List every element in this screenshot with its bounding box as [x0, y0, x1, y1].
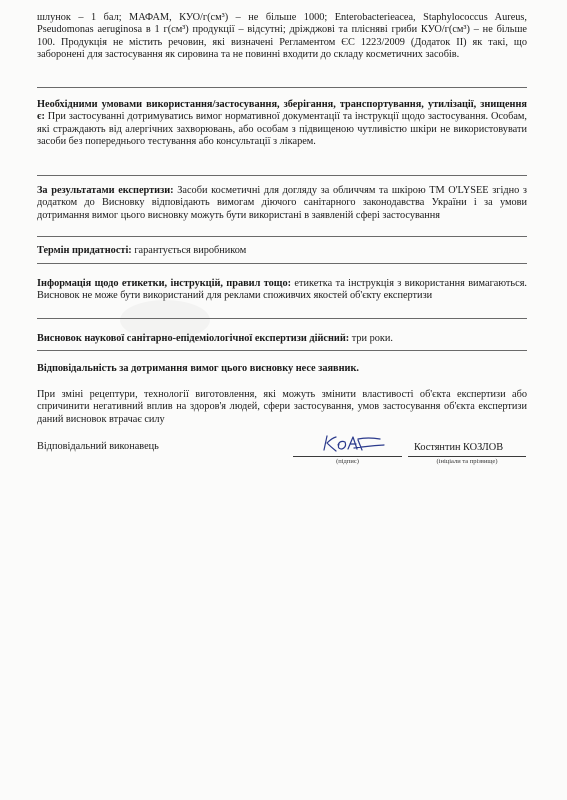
section-rule	[37, 87, 527, 88]
paragraph-text: три роки.	[349, 333, 394, 344]
name-line	[408, 456, 526, 457]
section-rule	[37, 318, 527, 319]
paragraph-usage-conditions	[37, 99, 527, 149]
signature-line	[293, 456, 402, 457]
paragraph-responsibility	[37, 363, 527, 375]
paragraph-expertise-results	[37, 185, 527, 222]
paragraph-validity-loss	[37, 389, 527, 426]
section-rule	[37, 175, 527, 176]
name-caption: (ініціали та прізвище)	[436, 458, 498, 465]
handwritten-signature	[318, 432, 390, 456]
section-rule	[37, 236, 527, 237]
paragraph-text: гарантується виробником	[131, 245, 247, 256]
signature-caption: (підпис)	[336, 458, 359, 465]
paragraph-text: етикетка та інструкція з використання вимагаються. Висновок не може бути використаний для реклами споживчих якостей об'єкту експертизи	[37, 278, 528, 302]
paragraph-text: При зміні рецептури, технології виготовлення, які можуть змінити властивості об'єкта експертизи або спричинити негативний вплив на здоров'я людей, сфери застосування, умов застосування об'єкта експертизи даний висновок втрачає силу	[37, 389, 527, 425]
signatory-role: Відповідальний виконавець	[37, 441, 159, 452]
paragraph-label: За результатами експертизи:	[37, 185, 174, 196]
paragraph-text: шлунок – 1 бал; МАФАМ, КУО/г(см³) – не більше 1000; Enterobacterieacea, Staphylococcus Aureus, Pseudomonas aeruginosa в 1 г(см³) продукції – відсутні; дріжджові та плісняві гриби КУО/г(см³) – не більше 100. Продукція не містить речовин, які визначені Регламентом ЄС 1223/2009 (Додаток II) як такі, що заборонені для застосування як сировина та не повинні входити до складу косметичних засобів.	[37, 12, 527, 61]
paragraph-text: Засоби косметичні для догляду за обличчям та шкірою ТМ O'LYSEE згідно з додатком до Висновку відповідають вимогам діючого санітарного законодавства України і за умови дотримання вимог цього висновку можуть бути використані в заявленій сфері застосування	[37, 185, 527, 221]
section-rule	[37, 263, 527, 264]
paragraph-label: Термін придатності:	[37, 245, 132, 256]
paragraph-label: Відповідальність за дотримання вимог цього висновку несе заявник.	[37, 363, 359, 374]
paragraph-shelf-life	[37, 245, 527, 257]
section-rule	[37, 350, 527, 351]
paragraph-text: При застосуванні дотримуватись вимог нормативної документації та інструкції щодо застосування. Особам, які страждають від алергічних захворювань, або особам з підвищеною чутливістю шкіри не використовувати засоби без попереднього тестування або консультації з лікарем.	[37, 111, 527, 148]
paragraph-label: Інформація щодо етикетки, інструкцій, правил тощо:	[37, 278, 292, 289]
paragraph-test-results	[37, 12, 527, 62]
paragraph-label: Необхідними умовами використання/застосування, зберігання, транспортування, утилізації, знищення є:	[37, 99, 527, 123]
paragraph-validity	[37, 333, 527, 345]
paragraph-label: Висновок наукової санітарно-епідеміологічної експертизи дійсний:	[37, 333, 350, 344]
signatory-name: Костянтин КОЗЛОВ	[414, 442, 504, 453]
paragraph-label-info	[37, 278, 527, 303]
